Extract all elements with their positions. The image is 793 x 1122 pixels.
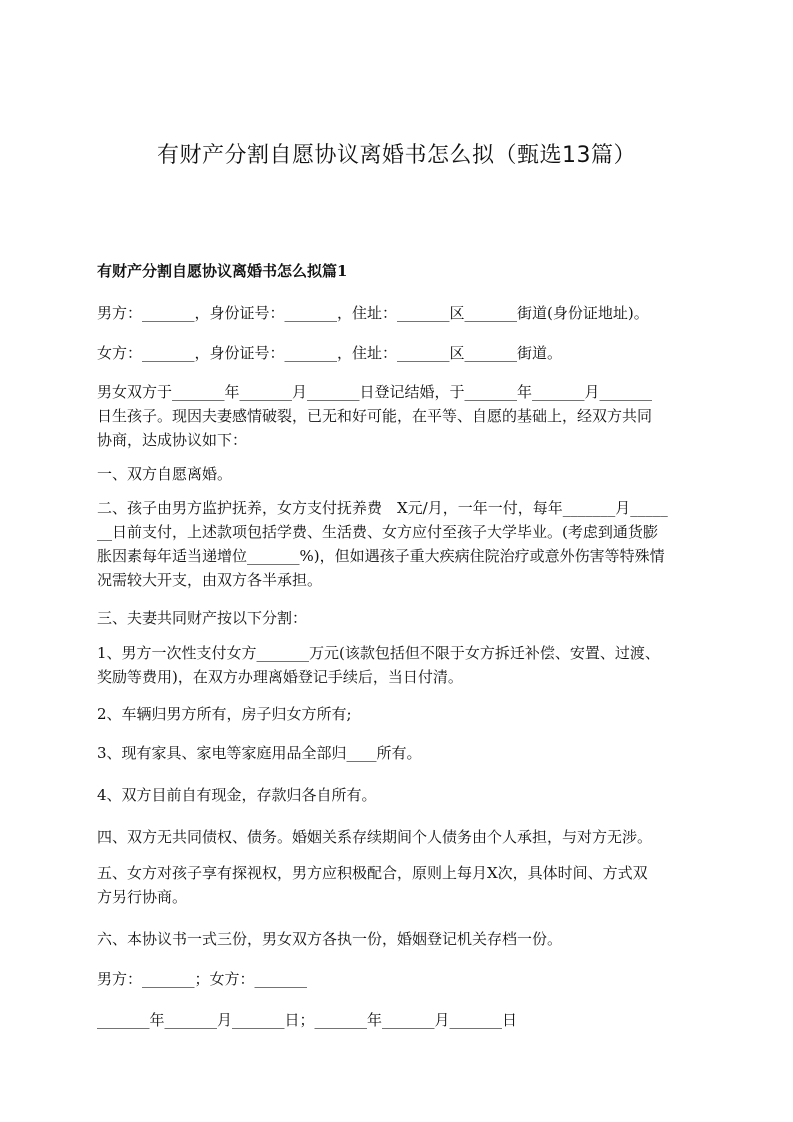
clause-5-line-1: 五、女方对孩子享有探视权，男方应积极配合，原则上每月X次，具体时间、方式双 (97, 864, 648, 882)
husband-info: 男方：_______，身份证号：_______，住址：_______区_______街道(身份证地址)。 (97, 304, 649, 322)
clause-3-3: 3、现有家具、家电等家庭用品全部归____所有。 (97, 744, 422, 762)
clause-2-line-3: 胀因素每年适当递增位_______%)，但如遇孩子重大疾病住院治疗或意外伤害等特殊情 (97, 547, 665, 565)
wife-info: 女方：_______，身份证号：_______，住址：_______区_______街道。 (97, 344, 563, 362)
clause-3-1-line-2: 奖励等费用)，在双方办理离婚登记手续后，当日付清。 (97, 668, 463, 686)
clause-2 (97, 496, 697, 592)
clause-5 (97, 861, 697, 909)
clause-3: 三、夫妻共同财产按以下分割： (97, 609, 308, 627)
marriage-line-1: 男女双方于_______年_______月_______日登记结婚，于_______年_______月_______ (97, 383, 653, 401)
marriage-line-3: 协商，达成协议如下： (97, 431, 248, 449)
clause-4: 四、双方无共同债权、债务。婚姻关系存续期间个人债务由个人承担，与对方无涉。 (97, 828, 653, 846)
clause-3-2: 2、车辆归男方所有，房子归女方所有; (97, 705, 352, 723)
clause-3-1-line-1: 1、男方一次性支付女方_______万元(该款包括但不限于女方拆迁补偿、安置、过渡、 (97, 644, 660, 662)
signature-line: 男方：_______；女方：_______ (97, 970, 308, 988)
clause-6: 六、本协议书一式三份，男女双方各执一份，婚姻登记机关存档一份。 (97, 930, 563, 948)
clause-3-1 (97, 641, 697, 689)
date-line: _______年_______月_______日；_______年_______月_______日 (97, 1011, 518, 1029)
document-title: 有财产分割自愿协议离婚书怎么拟（甄选13篇） (157, 143, 636, 168)
clause-2-line-2: __日前支付，上述款项包括学费、生活费、女方应付至孩子大学毕业。(考虑到通货膨 (97, 523, 658, 541)
clause-2-line-1: 二、孩子由男方监护抚养，女方支付抚养费 X元/月，一年一付，每年_______月_____ (97, 499, 668, 517)
clause-1: 一、双方自愿离婚。 (97, 465, 233, 483)
marriage-paragraph (97, 380, 697, 452)
marriage-line-2: 日生孩子。现因夫妻感情破裂，已无和好可能，在平等、自愿的基础上，经双方共同 (97, 407, 653, 425)
clause-3-4: 4、双方目前自有现金，存款归各自所有。 (97, 786, 377, 804)
section-title: 有财产分割自愿协议离婚书怎么拟篇1 (97, 262, 348, 280)
clause-5-line-2: 方另行协商。 (97, 888, 188, 906)
clause-2-line-4: 况需较大开支，由双方各半承担。 (97, 571, 323, 589)
